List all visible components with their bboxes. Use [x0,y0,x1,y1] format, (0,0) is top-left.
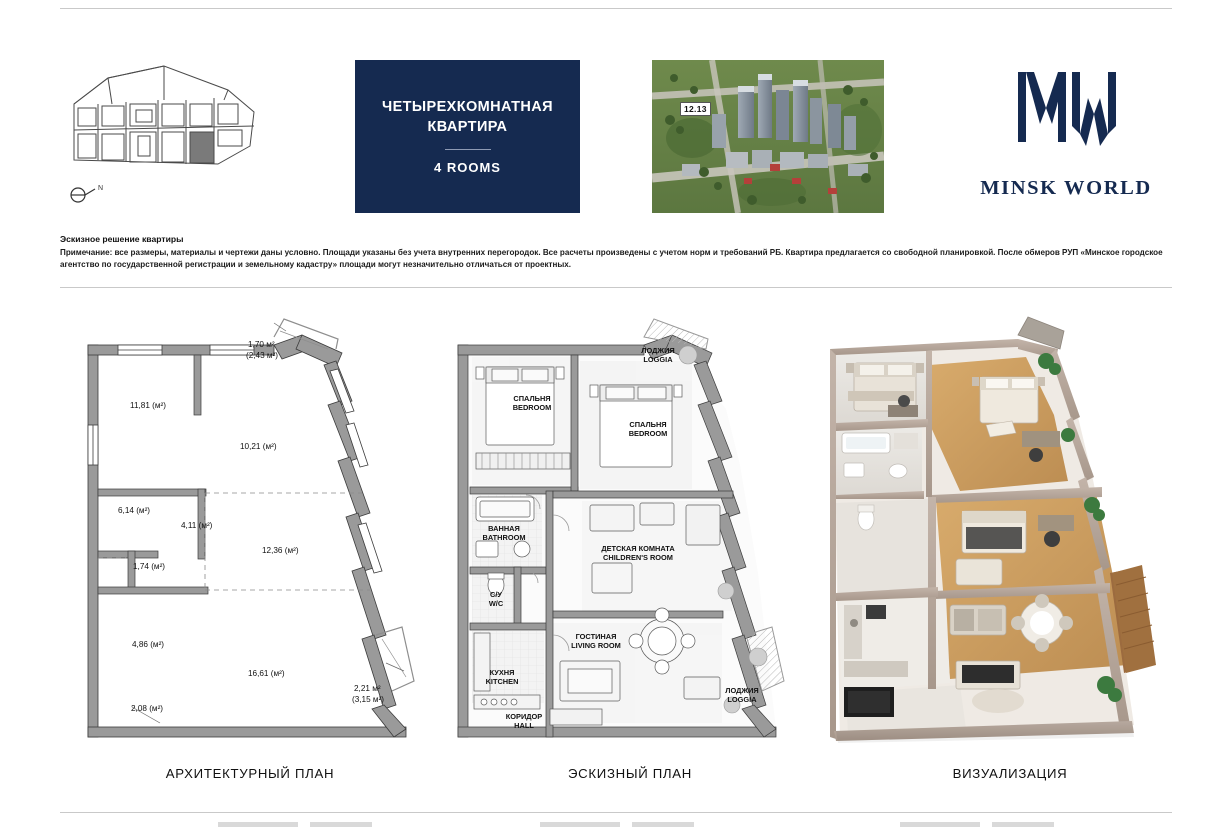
area-label: 6,14 (м²) [118,506,151,515]
thumbnail-strip-item [900,822,980,827]
title-separator [445,149,491,150]
room-label-en: LOGGIA [643,355,673,364]
area-label: 11,81 (м²) [130,401,166,410]
area-label: 4,86 (м²) [132,640,165,649]
thumbnail-strip-item [540,822,620,827]
notes-divider [60,287,1172,288]
floor-key-plan [68,60,258,180]
room-label-ru: ВАННАЯ [488,524,520,533]
architectural-plan [70,305,430,750]
thumbnail-strip-item [632,822,694,827]
room-label-en: HALL [514,721,534,730]
area-label: 16,61 (м²) [248,669,285,678]
sketch-plan [440,305,800,750]
room-label-en: BEDROOM [628,429,668,438]
room-label-ru: ДЕТСКАЯ КОМНАТА [601,544,675,553]
room-label-ru: ЛОДЖИЯ [725,686,759,695]
area-label: 12,36 (м²) [262,546,299,555]
brand-block [960,62,1172,210]
balcony-area-line1: 1,70 м² [248,340,275,349]
area-label: 2,08 (м²) [131,704,164,713]
room-label-ru: ГОСТИНАЯ [575,632,617,641]
minimap-building-badge: 12.13 [680,102,711,116]
title-en: 4 ROOMS [434,159,501,175]
top-divider [60,8,1172,9]
room-label-en: KITCHEN [485,677,519,686]
room-label-en: LOGGIA [727,695,757,704]
area-label: 4,11 (м²) [181,521,213,530]
compass-label: N [98,185,104,192]
notes-body: Примечание: все размеры, материалы и чертежи даны условно. Площади указаны без учета внутренних перегородок. Все расчеты произведены с учетом норм и требований РБ. Квартира предлагается со свободной планировкой. После обмеров РУП «Минское городское агентство по государственной регистрации и земельному кадастру» площади могут незначительно отличаться от проектных. [60,248,1163,269]
caption-architectural: АРХИТЕКТУРНЫЙ ПЛАН [165,766,335,781]
room-label-ru: КУХНЯ [489,668,515,677]
notes-block [60,234,1172,270]
thumbnail-strip-item [218,822,298,827]
site-minimap [652,60,884,213]
room-label-en: BEDROOM [512,403,552,412]
room-label-en: BATHROOM [482,533,526,542]
caption-visualization: ВИЗУАЛИЗАЦИЯ [952,766,1068,781]
mw-monogram-icon [1014,68,1118,159]
bottom-divider [60,812,1172,813]
room-label-en: W/C [488,599,504,608]
balcony-area-line2: (3,15 м²) [352,695,385,704]
room-label-ru: СПАЛЬНЯ [513,394,551,403]
caption-sketch: ЭСКИЗНЫЙ ПЛАН [567,766,693,781]
thumbnail-strip-item [992,822,1054,827]
thumbnail-strip-item [310,822,372,827]
compass-icon [68,182,114,206]
balcony-area-line2: (2,43 м²) [246,351,279,360]
room-label-en: LIVING ROOM [571,641,621,650]
notes-title: Эскизное решение квартиры [60,234,184,244]
room-label-ru: СПАЛЬНЯ [629,420,667,429]
title-ru-line1: ЧЕТЫРЕХКОМНАТНАЯ [382,99,553,116]
room-label-ru: С/У [490,590,502,599]
room-label-ru: ЛОДЖИЯ [641,346,675,355]
balcony-area-line1: 2,21 м² [354,684,381,693]
room-label-ru: КОРИДОР [505,712,543,721]
brand-name: MINSK WORLD [980,177,1152,199]
title-ru-line2: КВАРТИРА [427,119,508,135]
room-label-en: CHILDREN'S ROOM [603,553,673,562]
apartment-title-box [355,60,580,213]
area-label: 1,74 (м²) [133,562,166,571]
area-label: 10,21 (м²) [240,442,277,451]
visualization-render [810,305,1190,750]
